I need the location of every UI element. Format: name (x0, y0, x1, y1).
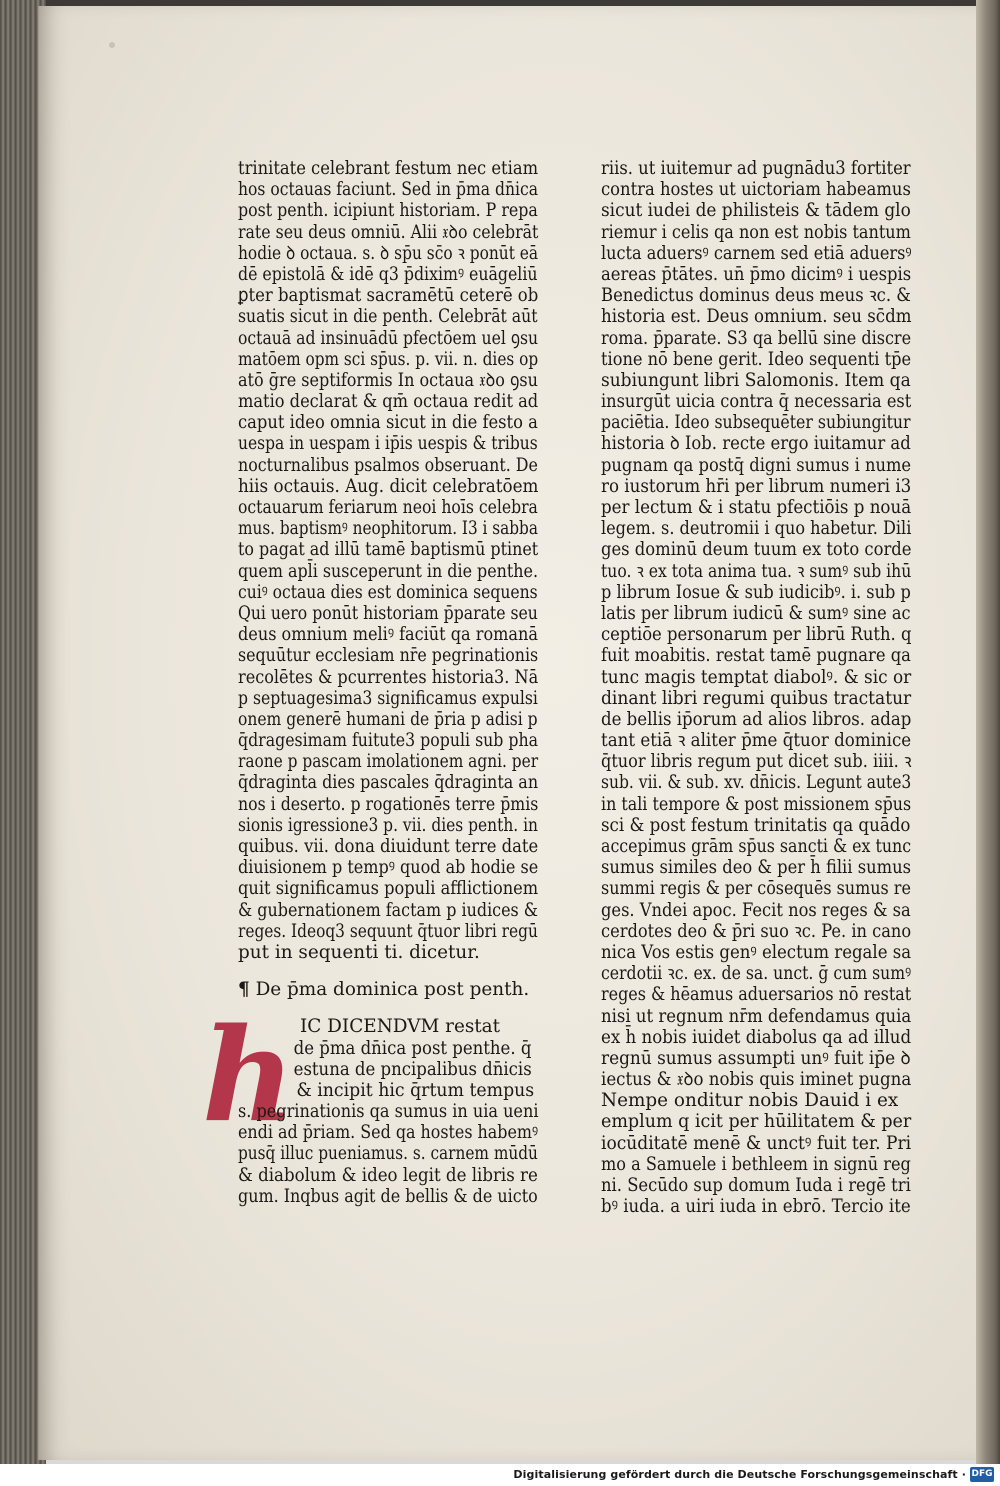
text-line: q̄tuor libris regum put dicet sub. iiii. ꝛ (601, 751, 912, 773)
text-line: regnū sumus assumpti unꝰ fuit ip̄e ꝺ (601, 1047, 911, 1069)
text-line: p librum Iosue & sub iudicibꝰ. i. sub p (601, 581, 911, 603)
text-line: de bellis ip̄orum ad alios libros. adap (601, 708, 912, 730)
text-line: lucta aduersꝰ carnem sed etiā aduersꝰ (601, 242, 912, 264)
text-line: ges. Vndei apoc. Fecit nos reges & sa (601, 899, 911, 921)
text-line: subiungunt libri Salomonis. Item qa (601, 369, 911, 391)
text-line: hos octauas faciunt. Sed in p̄ma dn̄ica (238, 179, 539, 201)
text-line: quem apl̄i susceperunt in die penthe. (238, 560, 539, 582)
text-line: latis per librum iudicū & sumꝰ sine ac (601, 602, 911, 624)
text-line: summi regis & per cōsequēs sumus re (601, 878, 911, 900)
text-line: diuisionem p tempꝰ quod ab hodie se (238, 857, 539, 879)
text-line: insurgūt uicia contra q̄ necessaria est (601, 391, 912, 413)
text-line: per lectum & i statu pfectiōis p nouā (601, 497, 912, 518)
right-text-column (601, 158, 911, 1217)
text-line: riemur i celis qa non est nobis tantum (601, 221, 911, 243)
text-line: quit significamus populi afflictionem (238, 878, 539, 900)
text-line: emplum q icit per hūilitatem & per (601, 1111, 912, 1133)
text-line: cuiꝰ octaua dies est dominica sequens (238, 581, 538, 603)
text-line: estuna de pncipalibus dn̄icis (293, 1058, 532, 1080)
text-line: accepimus grām sp̄us sancti & ex tunc (601, 836, 912, 857)
text-line: sci & post festum trinitatis qa quādo (601, 814, 911, 836)
text-line: contra hostes ut uictoriam habeamus (601, 179, 911, 201)
text-line: deus omnium meliꝰ faciūt qa romanā (238, 624, 538, 646)
text-line: endi ad p̄riam. Sed qa hostes habemꝰ (238, 1122, 539, 1144)
text-line: trinitate celebrant festum nec etiam (238, 158, 539, 179)
text-line: matōem opm sci sp̄us. p. vii. n. dies op (238, 348, 539, 370)
text-line: in tali tempore & post missionem sp̄us (601, 793, 912, 815)
initial-paragraph-lines (238, 1016, 538, 1207)
section-heading-text: De p̄ma dominica post penth. (255, 979, 530, 1001)
rubricated-initial: h (202, 1001, 296, 1152)
text-line: ꝑter baptismat sacramētū ceterē ob (238, 285, 539, 307)
text-line: sub. vii. & sub. xv. dn̄icis. Legunt aute3 (601, 772, 912, 794)
text-line: sumus similes deo & per h̄ filii sumus (601, 857, 911, 879)
text-line: to pagat ad illū tamē baptismū ptinet (238, 539, 539, 561)
text-line: iectus & 𝔵ꝺo nobis quis iminet pugna (601, 1069, 912, 1091)
text-line: ro iustorum hr̄i per librum numeri i3 (601, 475, 912, 497)
text-line: cerdotes deo & p̄ri suo ꝛc. Pe. in cano (601, 920, 912, 942)
text-line: cerdotii ꝛc. ex. de sa. unct. ḡ cum sumꝰ (601, 963, 912, 985)
text-line: nos i deserto. p rogationēs terre p̄mis (238, 793, 539, 815)
text-line: fuit moabitis. restat tamē pugnare qa (601, 645, 911, 667)
text-line: put in sequenti ti. dicetur. (238, 941, 480, 963)
text-line: hiis octauis. Aug. dicit celebratōem (238, 475, 539, 497)
text-line: & incipit hic q̄rtum tempus (296, 1079, 535, 1101)
text-line: post penth. icipiunt historiam. P repa (238, 200, 538, 222)
text-line: sicut iudei de philisteis & tādem glo (601, 200, 911, 222)
text-line: mus. baptismꝰ neophitorum. I3 i sabba (238, 518, 538, 540)
text-line: riis. ut iuitemur ad pugnādu3 fortiter (601, 158, 911, 179)
text-line: Nempe onditur nobis Dauid i ex (601, 1090, 899, 1112)
paper-spot (109, 42, 115, 48)
book-right-edge (976, 0, 1000, 1470)
text-line: atō ḡre septiformis In octaua 𝔵ꝺo ꝯsu (238, 369, 538, 391)
text-line: de p̄ma dn̄ica post penthe. q̄ (293, 1037, 532, 1059)
text-line: & gubernationem factam p iudices & (238, 899, 538, 921)
text-line: recolētes & pcurrentes historia3. Nā (238, 666, 539, 688)
text-line: IC DICENDVM restat (300, 1016, 501, 1038)
text-line: pugnam qa postq̄ digni sumus i nume (601, 454, 912, 476)
text-line: nocturnalibus psalmos obseruant. De (238, 454, 538, 476)
right-column-lines (601, 158, 911, 1217)
text-line: reges. Ideoq3 sequunt q̄tuor libri regū (238, 920, 538, 942)
text-line: nica Vos estis genꝰ electum regale sa (601, 941, 912, 963)
text-line: hodie ꝺ octaua. s. ꝺ sp̄u sc̄o ꝛ ponūt eā (238, 242, 539, 264)
text-line: historia est. Deus omnium. seu sc̄dm (601, 306, 912, 328)
text-line: aereas p̄tātes. un̄ p̄mo dicimꝰ i uespis (601, 263, 912, 285)
text-line: mo a Samuele i bethleem in signū reg (601, 1153, 911, 1175)
text-line: uespa in uespam i ip̄is uespis & tribus (238, 433, 538, 455)
text-line: dē epistolā & idē q3 p̄diximꝰ euāgeliū (238, 263, 538, 285)
text-line: gum. Inqbus agit de bellis & de uicto (238, 1185, 538, 1207)
text-line: tuo. ꝛ ex tota anima tua. ꝛ sumꝰ sub ihū (601, 560, 912, 582)
dfg-logo: DFG (970, 1467, 994, 1482)
digitization-credit: Digitalisierung gefördert durch die Deutsche Forschungsgemeinschaft · (513, 1468, 966, 1481)
text-line: iocūditatē menē & unctꝰ fuit ter. Pri (601, 1132, 912, 1154)
text-line: octauā ad insinuādū pfectōem uel ꝯsu (238, 327, 539, 349)
text-line: Benedictus dominus deus meus ꝛc. & (601, 285, 911, 307)
initial-paragraph (202, 1001, 539, 1207)
text-line: raone p pascam imolationem agni. per (238, 751, 539, 773)
text-line: s. pegrinationis qa sumus in uia ueni (238, 1101, 539, 1123)
pilcrow-icon: ¶ (238, 979, 250, 1001)
text-line: bꝰ iuda. a uiri iuda in ebrō. Tercio ite (601, 1196, 911, 1218)
text-line: q̄draginta dies pascales q̄draginta an (238, 772, 539, 794)
text-line: paciētia. Ideo subsequēter subiungitur (601, 412, 911, 434)
text-line: caput ideo omnia sicut in die festo a (238, 412, 538, 434)
left-text-column (202, 158, 539, 1207)
text-line: tunc magis temptat diabolꝰ. & sic or (601, 666, 912, 688)
text-line: nisi ut regnum nr̄m defendamus quia (601, 1005, 912, 1027)
text-line: quibus. vii. dona diuidunt terre date (238, 836, 539, 857)
text-line: suatis sicut in die penth. Celebrāt aūt (238, 306, 538, 328)
text-line: roma. p̄parate. S3 qa bellū sine discre (601, 327, 912, 349)
text-line: ex h̄ nobis iuidet diabolus qa ad illud (601, 1026, 912, 1048)
text-line: ceptiōe personarum per librū Ruth. q (601, 624, 912, 646)
text-line: rate seu deus omniū. Alii 𝔵ꝺo celebrāt (238, 221, 539, 243)
text-line: ni. Secūdo sup domum Iuda i regē tri (601, 1175, 911, 1196)
text-line: p septuagesima3 significamus expulsi (238, 687, 538, 709)
text-line: reges & hēamus aduersarios nō restat (601, 984, 912, 1006)
text-line: legem. s. deutromii i quo habetur. Dili (601, 518, 912, 540)
text-line: tione nō bene gerit. Ideo sequenti tp̄e (601, 348, 912, 370)
text-line: historia ꝺ Iob. recte ergo iuitamur ad (601, 433, 911, 455)
text-line: matio declarat & qm̄ octaua redit ad (238, 391, 539, 413)
text-line: pusq̄ illuc pueniamus. s. carnem mūdū (238, 1143, 538, 1165)
text-line: q̄dragesimam fuitute3 populi sub pha (238, 730, 539, 752)
text-line: sionis igressione3 p. vii. dies penth. in (238, 814, 538, 836)
left-column-lines (238, 158, 538, 963)
text-line: & diabolum & ideo legit de libris re (238, 1164, 538, 1186)
text-line: ges dominū deum tuum ex toto corde (601, 539, 912, 561)
text-line: Qui uero ponūt historiam p̄parate seu (238, 602, 538, 624)
text-line: onem generē humani de p̄ria p adisi p (238, 708, 538, 730)
text-line: octauarum feriarum neoi hoīs celebra (238, 497, 538, 518)
text-line: tant etiā ꝛ aliter p̄me q̄tuor dominice (601, 730, 912, 752)
text-line: dinant libri regumi quibus tractatur (601, 687, 912, 709)
section-heading (238, 979, 538, 1000)
text-line: sequūtur ecclesiam nr̄e pegrinationis (238, 645, 539, 667)
